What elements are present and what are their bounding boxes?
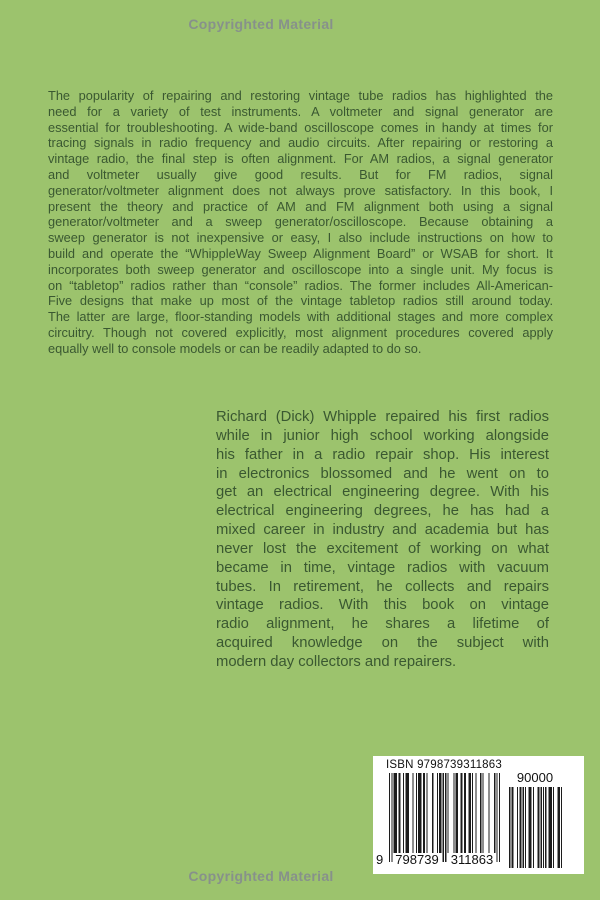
text-line: vintage radios. With this book on vintage [216,597,549,614]
text-line: generator/voltmeter and a sweep generator/oscilloscope. Because obtaining a [48,214,553,230]
text-line: The latter are large, floor-standing models with additional stages and more complex [48,309,553,325]
text-line: became in time, vintage radios with vacuum [216,559,549,576]
text-line: vintage radio, the final step is often alignment. For AM radios, a signal generator [48,151,553,167]
barcode-digits-group1: 798739 [395,852,439,867]
text-line: never lost the excitement of working on what [216,540,549,557]
text-line: in electronics blossomed and he went on to [216,465,549,482]
text-line: tracing signals in radio frequency and audio circuits. After repairing or restoring a [48,135,553,151]
text-line: sweep generator is not inexpensive or easy, I also include instructions on how to [48,230,553,246]
text-line: generator/voltmeter alignment does not always prove satisfactory. In this book, I [48,182,553,198]
text-line: tubes. In retirement, he collects and repairs [216,578,549,595]
synopsis-paragraph [48,88,553,357]
text-line: acquired knowledge on the subject with [216,635,549,652]
text-line: Five designs that make up most of the vintage tabletop radios still around today. [48,293,553,309]
text-line: build and operate the “WhippleWay Sweep Alignment Board” or WSAB for short. It [48,245,553,261]
ean5-supplement-barcode [508,787,562,868]
text-line: get an electrical engineering degree. With his [216,484,549,501]
text-line: circuitry. Though not covered explicitly, most alignment procedures covered apply [48,324,553,340]
barcode-digits-group2: 311863 [450,852,494,867]
ean13-barcode [389,773,500,862]
text-line: equally well to console models or can be readily adapted to do so. [48,340,422,356]
text-line: The popularity of repairing and restoring vintage tube radios has highlighted the [48,88,553,103]
text-line: radio alignment, he shares a lifetime of [216,616,549,633]
barcode-supplement-label: 90000 [516,770,554,785]
barcode-lead-digit: 9 [376,852,384,867]
text-line: electrical engineering degrees, he has had a [216,503,549,520]
text-line: modern day collectors and repairers. [216,653,457,670]
text-line: on “tabletop” radios rather than “console” radios. The former includes All-American- [48,277,553,293]
text-line: his father in a radio repair shop. His interest [216,446,549,463]
copyright-watermark-top: Copyrighted Material [188,16,334,32]
text-line: essential for troubleshooting. A wide-band oscilloscope comes in handy at times for [48,119,553,135]
text-line: need for a variety of test instruments. A voltmeter and signal generator are [48,103,553,119]
isbn-label: ISBN 9798739311863 [386,759,502,771]
text-line: mixed career in industry and academia but has [216,522,549,539]
barcode-panel [373,756,584,874]
copyright-watermark-bottom: Copyrighted Material [188,868,334,884]
author-bio-paragraph [216,408,549,672]
text-line: while in junior high school working alongside [216,427,549,444]
text-line: Richard (Dick) Whipple repaired his first radios [216,409,549,425]
text-line: present the theory and practice of AM and FM alignment both using a signal [48,198,553,214]
text-line: incorporates both sweep generator and oscilloscope into a single unit. My focus is [48,261,553,277]
text-line: and voltmeter usually give good results. But for FM radios, signal [48,166,553,182]
